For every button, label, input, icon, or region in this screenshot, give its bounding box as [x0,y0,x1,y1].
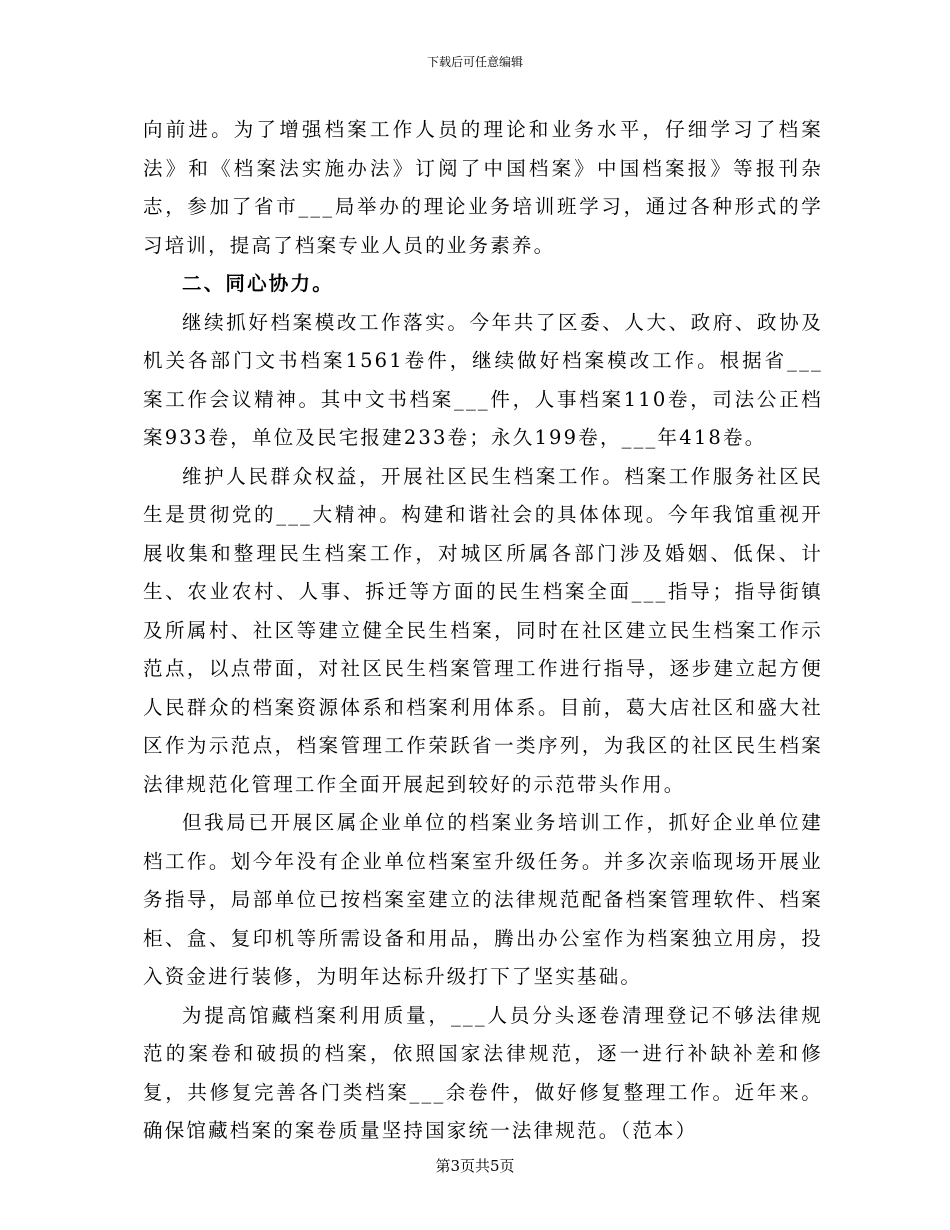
page-number: 第3页共5页 [435,1157,515,1175]
paragraph-collection-quality: 为提高馆藏档案利用质量，___人员分头逐卷清理登记不够法律规范的案卷和破损的档案，依照国家法律规范，逐一进行补缺补差和修复，共修复完善各门类档案___余卷件，做好修复整理工作。近年来。确保馆藏档案的案卷质量坚持国家统一法律规范。（范本） [143,1003,823,1142]
paragraph-archive-reform: 继续抓好档案模改工作落实。今年共了区委、人大、政府、政协及机关各部门文书档案1561卷件，继续做好档案模改工作。根据省___案工作会议精神。其中文书档案___件，人事档案110卷，司法公正档案933卷，单位及民宅报建233卷；永久199卷，___年418卷。 [143,310,823,449]
paragraph-continuation: 向前进。为了增强档案工作人员的理论和业务水平，仔细学习了档案法》和《档案法实施办法》订阅了中国档案》中国档案报》等报刊杂志，参加了省市___局举办的理论业务培训班学习，通过各种形式的学习培训，提高了档案专业人员的业务素养。 [143,118,823,257]
paragraph-enterprise-training: 但我局已开展区属企业单位的档案业务培训工作，抓好企业单位建档工作。划今年没有企业单位档案室升级任务。并多次亲临现场开展业务指导，局部单位已按档案室建立的法律规范配备档案管理软件、档案柜、盒、复印机等所需设备和用品，腾出办公室作为档案独立用房，投入资金进行装修，为明年达标升级打下了坚实基础。 [143,811,823,988]
section-heading: 二、同心协力。 [182,272,334,295]
paragraph-community-archives: 维护人民群众权益，开展社区民生档案工作。档案工作服务社区民生是贯彻党的___大精神。构建和谐社会的具体体现。今年我馆重视开展收集和整理民生档案工作，对城区所属各部门涉及婚姻、低保、计生、农业农村、人事、拆迁等方面的民生档案全面___指导；指导街镇及所属村、社区等建立健全民生档案，同时在社区建立民生档案工作示范点，以点带面，对社区民生档案管理工作进行指导，逐步建立起方便人民群众的档案资源体系和档案利用体系。目前，葛大店社区和盛大社区作为示范点，档案管理工作荣跃省一类序列，为我区的社区民生档案法律规范化管理工作全面开展起到较好的示范带头作用。 [143,464,823,796]
header-note: 下载后可任意编辑 [426,55,523,69]
document-body [143,111,823,1151]
